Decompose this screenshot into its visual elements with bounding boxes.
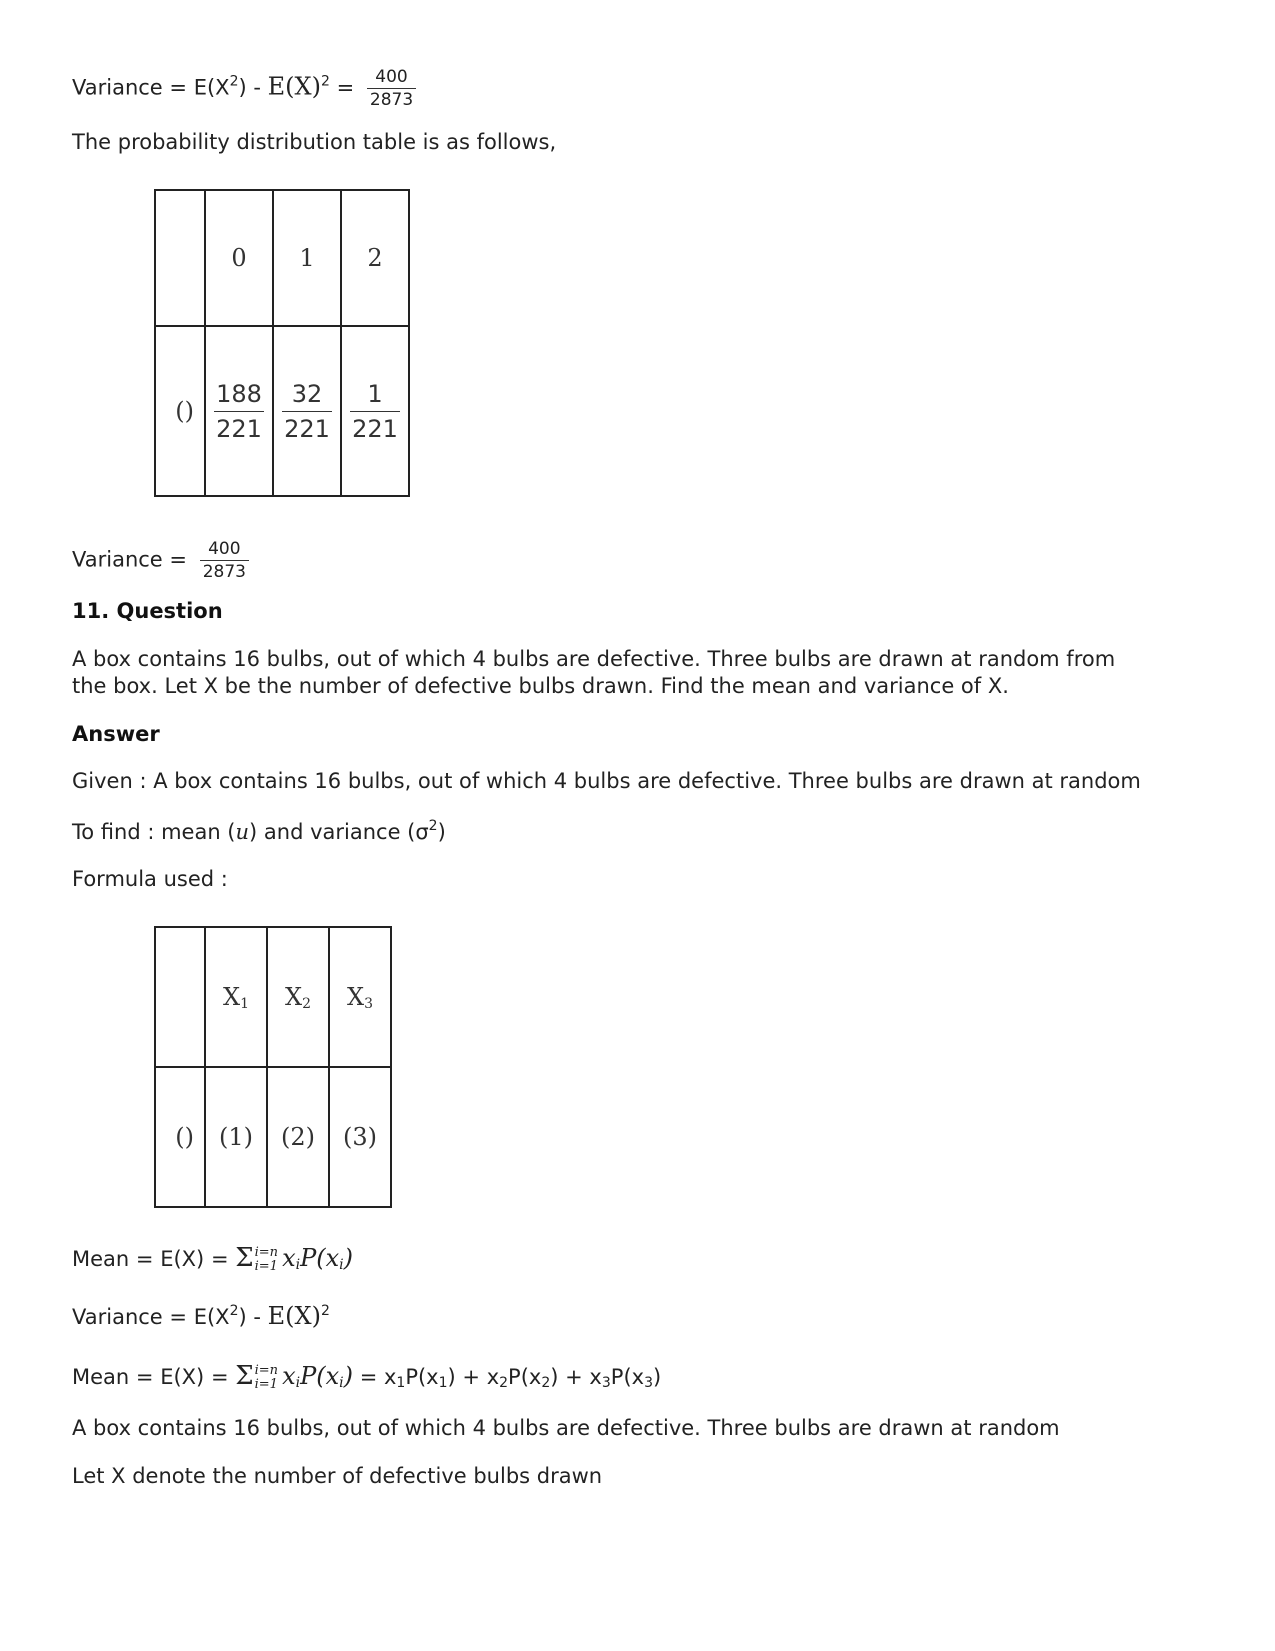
- paren-close: ): [238, 1305, 247, 1329]
- subscript: 3: [601, 1375, 611, 1391]
- question-text-line-2: the box. Let X be the number of defective bulbs drawn. Find the mean and variance of X.: [72, 674, 1009, 698]
- term-prefix: = x: [359, 1365, 397, 1389]
- paren-close: ): [437, 820, 446, 844]
- term-probability: P(x: [405, 1365, 439, 1389]
- upper-limit: i=n: [254, 1363, 279, 1378]
- fraction-numerator: 400: [367, 66, 416, 89]
- table-cell: [155, 927, 205, 1067]
- fraction-denominator: 221: [284, 414, 330, 443]
- term-probability: P(x: [508, 1365, 542, 1389]
- formula-used-label: Formula used :: [72, 867, 228, 891]
- to-find-text: [72, 818, 446, 846]
- lower-limit: i=1: [254, 1377, 278, 1392]
- box-description: A box contains 16 bulbs, out of which 4 bulbs are defective. Three bulbs are drawn at random: [72, 1416, 1060, 1440]
- table-cell: 0: [205, 190, 273, 326]
- subscript: 2: [499, 1375, 509, 1391]
- to-find-middle: ) and variance (σ: [249, 820, 429, 844]
- fraction-denominator: 2873: [369, 90, 414, 110]
- subscript: 2: [302, 996, 311, 1012]
- exponent: 2: [320, 73, 330, 90]
- equals-sign: =: [135, 1365, 154, 1389]
- paren-close: ): [343, 1244, 353, 1272]
- exponent: 2: [229, 73, 239, 90]
- paren-close: ): [447, 1365, 456, 1389]
- to-find-prefix: To find : mean (: [72, 820, 236, 844]
- sigma-symbol: Σ: [235, 1243, 254, 1273]
- table-row-probabilities: [155, 1067, 391, 1207]
- subscript: i: [295, 1375, 301, 1391]
- fraction-numerator: 32: [282, 377, 332, 412]
- probability-fraction: [282, 377, 332, 446]
- table-row-label: (): [155, 1067, 205, 1207]
- let-x-definition: Let X denote the number of defective bulbs drawn: [72, 1464, 603, 1488]
- mean-formula-1: [72, 1240, 353, 1277]
- expectation-x: E(X): [267, 72, 321, 101]
- probability-fraction: [214, 377, 264, 446]
- probability-fraction: [350, 377, 400, 446]
- table-cell: (3): [329, 1067, 391, 1207]
- table-cell: [267, 927, 329, 1067]
- minus-sign: -: [253, 75, 261, 100]
- fraction-numerator: 400: [200, 538, 249, 561]
- given-text: Given : A box contains 16 bulbs, out of which 4 bulbs are defective. Three bulbs are drawn at random: [72, 769, 1141, 793]
- subscript: 1: [438, 1375, 448, 1391]
- table-cell: [155, 190, 205, 326]
- expectation-x: E(X): [160, 1365, 205, 1389]
- table-cell: (2): [267, 1067, 329, 1207]
- sigma-symbol: Σ: [235, 1361, 254, 1391]
- mean-label: Mean: [72, 1247, 130, 1271]
- subscript: i: [295, 1257, 301, 1273]
- table-row-values: [155, 927, 391, 1067]
- mean-formula-2: [72, 1358, 661, 1395]
- variance-equation-2: [72, 538, 249, 583]
- term-x: x: [282, 1244, 296, 1272]
- variance-label: Variance: [72, 1305, 163, 1329]
- intro-text: The probability distribution table is as follows,: [72, 130, 557, 154]
- lower-limit: i=1: [254, 1259, 278, 1274]
- subscript: 1: [396, 1375, 406, 1391]
- equals-sign: =: [210, 1365, 229, 1389]
- variance-formula: [72, 1302, 330, 1331]
- subscript: 2: [541, 1375, 551, 1391]
- expansion-term: [462, 1365, 558, 1389]
- expansion-term: [360, 1365, 456, 1389]
- expectation-x: E(X): [160, 1247, 205, 1271]
- term-prefix: + x: [565, 1365, 602, 1389]
- fraction-denominator: 2873: [202, 562, 246, 582]
- fraction-denominator: 221: [352, 414, 398, 443]
- variance-fraction: [367, 66, 416, 111]
- probability-term: P(x: [300, 1362, 340, 1390]
- table-cell: [341, 326, 409, 496]
- subscript: i: [339, 1257, 344, 1273]
- sum-limits: [255, 1246, 278, 1274]
- variable-x: X: [222, 983, 241, 1011]
- variable-x: X: [284, 983, 303, 1011]
- table-row-probabilities: [155, 326, 409, 496]
- term-probability: P(x: [610, 1365, 645, 1389]
- table-cell: [273, 326, 341, 496]
- fraction-numerator: 188: [214, 377, 264, 412]
- exponent: 2: [320, 1303, 330, 1319]
- fraction-numerator: 1: [350, 377, 400, 412]
- subscript: 3: [364, 996, 373, 1012]
- general-distribution-table: [154, 926, 392, 1208]
- paren-close: ): [343, 1362, 353, 1390]
- expectation-x-squared: E(X: [193, 1305, 230, 1329]
- variance-label: Variance: [72, 75, 163, 100]
- table-cell: [205, 927, 267, 1067]
- table-cell: [205, 326, 273, 496]
- probability-term: P(x: [300, 1244, 340, 1272]
- answer-heading: Answer: [72, 722, 160, 746]
- term-prefix: + x: [462, 1365, 500, 1389]
- variance-equation-1: [72, 66, 416, 111]
- paren-close: ): [550, 1365, 559, 1389]
- table-row-label: (): [155, 326, 205, 496]
- fraction-denominator: 221: [216, 414, 262, 443]
- table-cell: 2: [341, 190, 409, 326]
- expectation-x-squared: E(X: [193, 75, 230, 100]
- table-cell: (1): [205, 1067, 267, 1207]
- minus-sign: -: [253, 1305, 261, 1329]
- subscript: i: [339, 1375, 344, 1391]
- mean-symbol: u: [235, 820, 250, 844]
- question-text-line-1: A box contains 16 bulbs, out of which 4 bulbs are defective. Three bulbs are drawn at random from: [72, 647, 1116, 671]
- subscript: 1: [240, 996, 249, 1012]
- table-cell: [329, 927, 391, 1067]
- table-row-values: [155, 190, 409, 326]
- equals-sign: =: [169, 1305, 188, 1329]
- variance-label: Variance: [72, 547, 163, 572]
- table-cell: 1: [273, 190, 341, 326]
- term-x: x: [282, 1362, 296, 1390]
- equals-sign: =: [336, 75, 355, 100]
- question-heading: 11. Question: [72, 599, 223, 623]
- upper-limit: i=n: [254, 1245, 279, 1260]
- exponent: 2: [229, 1303, 239, 1319]
- expectation-x: E(X): [267, 1302, 321, 1330]
- equals-sign: =: [135, 1247, 154, 1271]
- equals-sign: =: [169, 75, 188, 100]
- variance-fraction: [200, 538, 249, 583]
- subscript: 3: [644, 1375, 653, 1391]
- mean-label: Mean: [72, 1365, 130, 1389]
- exponent: 2: [428, 818, 438, 834]
- equals-sign: =: [169, 547, 188, 572]
- expansion-term: [565, 1365, 661, 1389]
- sum-limits: [255, 1364, 278, 1392]
- equals-sign: =: [210, 1247, 229, 1271]
- probability-table-1: [154, 189, 410, 497]
- paren-close: ): [238, 75, 247, 100]
- variable-x: X: [346, 983, 365, 1011]
- paren-close: ): [653, 1365, 662, 1389]
